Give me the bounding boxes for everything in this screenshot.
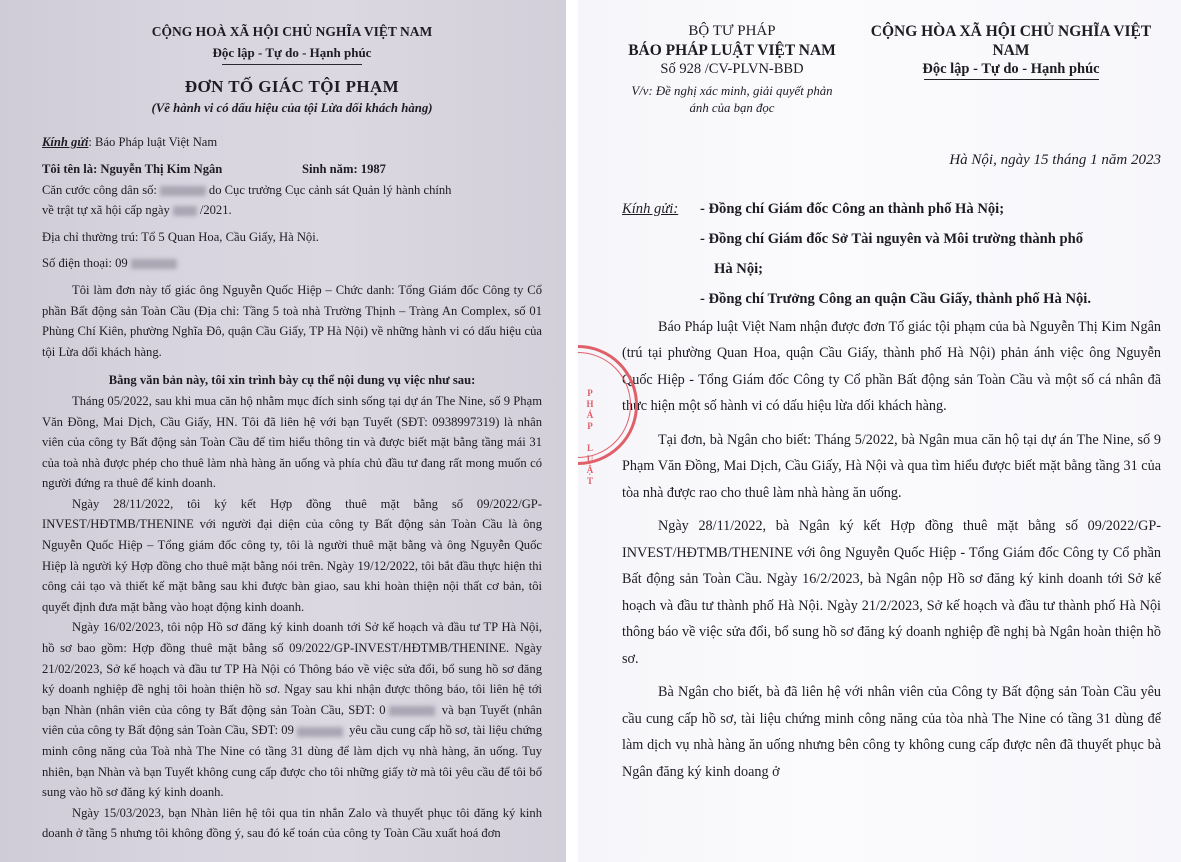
complainant-name: Tôi tên là: Nguyễn Thị Kim Ngân [42, 161, 223, 176]
newspaper-name: BÁO PHÁP LUẬT VIỆT NAM [628, 42, 836, 59]
body-paragraph: Ngày 15/03/2023, bạn Nhàn liên hệ tôi qua tin nhắn Zalo và thuyết phục tôi đăng ký kinh doanh ở tầng 5 nhưng tôi không đồng ý, sau đó kế toán của công ty Toàn Cầu xuất hoá đơn [42, 805, 542, 841]
permanent-address: Địa chỉ thường trú: Tổ 5 Quan Hoa, Cầu Giấy, Hà Nội. [42, 229, 319, 244]
addressee-label: Kính gửi [42, 135, 89, 150]
complainant-name-row [42, 159, 542, 180]
redacted-issue-date [173, 206, 197, 216]
body-paragraph: Ngày 28/11/2022, tôi ký kết Hợp đồng thuê mặt bằng số 09/2022/GP-INVEST/HĐTMB/THENINE với người đại diện của công ty Bất động sản Toàn Cầu là ông Nguyễn Quốc Hiệp – Tổng giám đốc công ty, tôi là người thuê mặt bằng và ông Nguyễn Quốc Hiệp là người ký Hợp đồng cho thuê mặt bằng nói trên. Ngày 19/12/2022, tôi bắt đầu thực hiện thi công cải tạo và thiết kế mặt bằng sau khi được bàn giao, sau khi hoàn thiện nội thất cơ bản, tôi quyết định đưa mặt bằng vào hoạt động kinh doanh. [42, 496, 542, 614]
redacted-phone [297, 727, 343, 737]
redacted-id-number [160, 186, 206, 196]
redacted-phone [131, 259, 177, 269]
motto-underline [924, 79, 1099, 80]
document-title: ĐƠN TỐ GIÁC TỘI PHẠM [184, 77, 400, 97]
body-paragraph [42, 617, 542, 802]
national-motto: Độc lập - Tự do - Hạnh phúc [212, 44, 372, 60]
issuer-block [622, 22, 842, 117]
section-heading: Bằng văn bản này, tôi xin trình bày cụ thể nội dung vụ việc như sau: [108, 373, 476, 388]
national-heading: CỘNG HÒA XÃ HỘI CHỦ NGHĨA VIỆT NAM [870, 23, 1152, 59]
addressee-line [42, 132, 542, 153]
document-subject: V/v: Đề nghị xác minh, giải quyết phản ánh của bạn đọc [631, 84, 833, 115]
recipient-item: - Đồng chí Giám đốc Công an thành phố Hà Nội; [700, 200, 1005, 217]
addressee-value: : Báo Pháp luật Việt Nam [88, 135, 218, 150]
redacted-phone [389, 706, 435, 716]
national-block [861, 22, 1161, 117]
document-number: Số 928 /CV-PLVN-BBD [660, 61, 804, 77]
complainant-birth-year: Sinh năm: 1987 [302, 161, 386, 176]
body-paragraph: Tháng 05/2022, sau khi mua căn hộ nhằm mục đích sinh sống tại dự án The Nine, số 9 Phạm Văn Đồng, Mai Dịch, Cầu Giấy, HN. Tôi đã liên hệ với bạn Tuyết (SĐT: 0938997319) là nhân viên của công ty Bất động sản Toàn Cầu để tìm hiểu thông tin và được biết mặt bằng tầng mái 31 của toà nhà được phép cho thuê làm nhà hàng ăn uống và phía chủ đầu tư đang rất mong muốn có người đứng ra thuê để kinh doanh. [42, 393, 542, 491]
body-paragraph: Báo Pháp luật Việt Nam nhận được đơn Tố giác tội phạm của bà Nguyễn Thị Kim Ngân (trú tại phường Quan Hoa, quận Cầu Giấy, thành phố Hà Nội) phản ánh việc ông Nguyễn Quốc Hiệp - Tổng Giám đốc Công ty Cổ phần Bất động sản Toàn Cầu và một số cá nhân đã thực hiện một số hành vi có dấu hiệu lừa dối khách hàng. [622, 318, 1161, 414]
id-card-issue-year: /2021. [199, 203, 232, 218]
id-card-issuer: do Cục trưởng Cục cảnh sát Quản lý hành chính [208, 182, 452, 197]
dispatch-header [622, 22, 1161, 117]
phone-label: Số điện thoại: 09 [42, 256, 128, 271]
recipient-item: Hà Nội; [714, 260, 764, 277]
recipients-block [622, 194, 1161, 314]
body-paragraph: Ngày 28/11/2022, bà Ngân ký kết Hợp đồng thuê mặt bằng số 09/2022/GP-INVEST/HĐTMB/THENINE với ông Nguyễn Quốc Hiệp - Tổng Giám đốc Công ty Cổ phần Bất động sản Toàn Cầu. Ngày 16/2/2023, bà Ngân nộp Hồ sơ đăng ký kinh doanh tới Sở kế hoạch và đầu tư thành phố Hà Nội. Ngày 21/2/2023, Sở kế hoạch và đầu tư thành phố Hà Nội thông báo về việc sửa đổi, bổ sung hồ sơ đăng ký doanh nghiệp đề nghị bà Ngân hoàn thiện hồ sơ. [622, 518, 1161, 667]
recipient-item: - Đồng chí Giám đốc Sở Tài nguyên và Môi trường thành phố [700, 230, 1084, 247]
national-heading: CỘNG HOÀ XÃ HỘI CHỦ NGHĨA VIỆT NAM [151, 24, 433, 39]
seal-text: P H Á P L U Ậ T [586, 388, 594, 486]
national-motto: Độc lập - Tự do - Hạnh phúc [922, 61, 1100, 77]
body-text: yêu cầu cung cấp hồ sơ, tài liệu chứng minh công năng của Toà nhà The Nine có tầng 31 dùng để làm dịch vụ nhà hàng, ăn uống. Tuy nhiên, bạn Nhàn và bạn Tuyết không cung cấp được cho tôi những giấy tờ mà tôi yêu cầu để tôi bổ sung vào hồ sơ đăng ký kinh doanh. [42, 723, 542, 800]
recipients-label: Kính gửi: [622, 200, 679, 217]
body-paragraph: Tại đơn, bà Ngân cho biết: Tháng 5/2022, bà Ngân mua căn hộ tại dự án The Nine, số 9 Phạm Văn Đồng, Mai Dịch, Cầu Giấy, Hà Nội và qua tìm hiểu được biết mặt bằng tầng 31 của tòa nhà được rao cho thuê làm nhà hàng ăn uống. [622, 431, 1161, 501]
official-dispatch-page [578, 0, 1181, 862]
phone-line [42, 253, 542, 274]
dispatch-body [622, 314, 1161, 786]
body-text: Ngày 16/02/2023, tôi nộp Hồ sơ đăng ký kinh doanh tới Sở kế hoạch và đầu tư TP Hà Nội, hồ sơ bao gồm: Hợp đồng thuê mặt bằng số 09/2022/GP-INVEST/HĐTMB/THENINE. Ngày 21/02/2023, Sở kế hoạch và đầu tư TP Hà Nội có Thông báo về việc sửa đổi, bổ sung hồ sơ đăng ký doanh nghiệp đề nghị tôi hoàn thiện hồ sơ. Ngay sau khi nhận được thông báo, tôi liên hệ tới bạn Nhàn (nhân viên của công ty Bất động sản Toàn Cầu, SĐT: 0 [42, 620, 542, 717]
ministry-name: BỘ TƯ PHÁP [688, 23, 776, 39]
id-card-label: Căn cước công dân số: [42, 182, 157, 197]
id-card-line [42, 180, 542, 201]
motto-underline [222, 64, 362, 65]
id-card-issue-line [42, 200, 542, 221]
body-paragraph: Bà Ngân cho biết, bà đã liên hệ với nhân viên của Công ty Bất động sản Toàn Cầu yêu cầu cung cấp hồ sơ, tài liệu chứng minh công năng của tòa nhà The Nine có tầng 31 dùng để làm dịch vụ nhà hàng ăn uống nhưng bên công ty không cung cấp được nên đã thuyết phục bà Ngân đăng ký kinh doang ở [622, 684, 1161, 780]
complaint-letter-page [0, 0, 566, 862]
issue-date: Hà Nội, ngày 15 tháng 1 năm 2023 [949, 152, 1161, 168]
body-text: và bạn Tuyết (nhân viên của công ty Bất động sản Toàn Cầu, SĐT: 09 [42, 702, 542, 738]
recipient-item: - Đồng chí Trưởng Công an quận Cầu Giấy, thành phố Hà Nội. [700, 290, 1091, 307]
id-card-issue-label: về trật tự xã hội cấp ngày [42, 203, 170, 218]
complaint-statement: Tôi làm đơn này tố giác ông Nguyễn Quốc Hiệp – Chức danh: Tổng Giám đốc Công ty Cổ phần Bất động sản Toàn Cầu (Địa chỉ: Tầng 5 toà nhà Trường Thịnh – Tràng An Complex, số 01 Phùng Chí Kiên, phường Nghĩa Đô, quận Cầu Giấy, TP Hà Nội) về những hành vi có dấu hiệu của tội Lừa dối khách hàng. [42, 282, 542, 359]
recipient-list [700, 194, 1161, 314]
document-subtitle: (Về hành vi có dấu hiệu của tội Lừa dối khách hàng) [151, 100, 433, 115]
